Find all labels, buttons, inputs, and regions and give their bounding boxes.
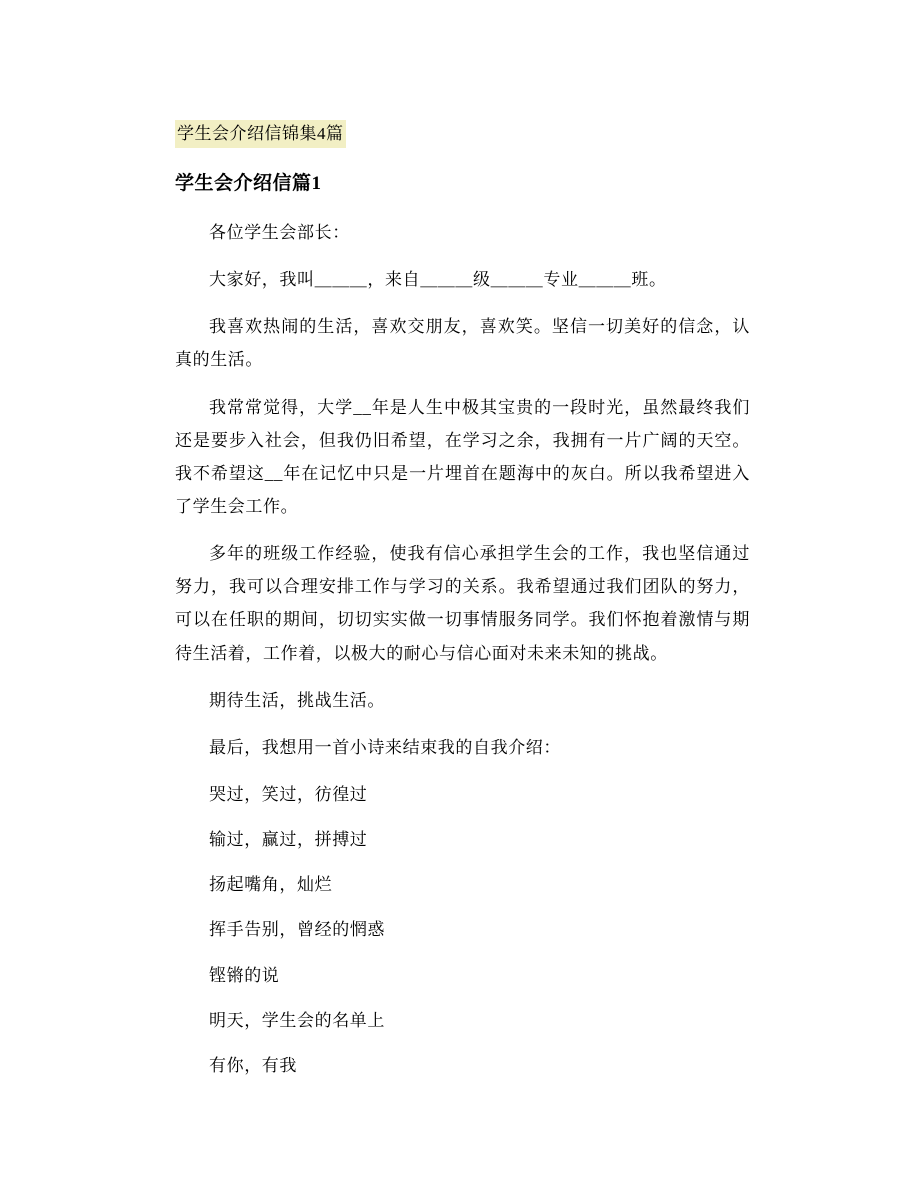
paragraph-poem-intro: 最后，我想用一首小诗来结束我的自我介绍： xyxy=(209,737,561,757)
document-title: 学生会介绍信锦集4篇 xyxy=(175,120,346,148)
poem-line-5: 铿锵的说 xyxy=(209,965,280,985)
poem-line-3: 扬起嘴角，灿烂 xyxy=(209,875,333,895)
poem-line-6: 明天，学生会的名单上 xyxy=(209,1010,385,1030)
paragraph-salutation: 各位学生会部长： xyxy=(209,223,350,242)
poem-line-2: 输过，赢过，拼搏过 xyxy=(209,830,368,850)
paragraph-university-thoughts: 我常常觉得，大学__年是人生中极其宝贵的一段时光，虽然最终我们还是要步入社会，但我仍旧希望，在学习之余，我拥有一片广阔的天空。我不希望这__年在记忆中只是一片埋首在题海中的灰白。所以我希望进入了学生会工作。 xyxy=(175,397,750,516)
paragraph-expectation: 期待生活，挑战生活。 xyxy=(209,690,385,710)
poem-line-1: 哭过，笑过，彷徨过 xyxy=(209,784,368,804)
paragraph-intro: 大家好，我叫＿＿＿，来自＿＿＿级＿＿＿专业＿＿＿班。 xyxy=(209,270,667,290)
paragraph-experience: 多年的班级工作经验，使我有信心承担学生会的工作，我也坚信通过努力，我可以合理安排工作与学习的关系。我希望通过我们团队的努力，可以在任职的期间，切切实实做一切事情服务同学。我们怀抱着激情与期待生活着，工作着，以极大的耐心与信心面对未来未知的挑战。 xyxy=(175,544,750,663)
section-heading: 学生会介绍信篇1 xyxy=(175,172,322,194)
poem-line-7: 有你，有我 xyxy=(209,1055,297,1075)
poem-line-4: 挥手告别，曾经的惘惑 xyxy=(209,920,385,940)
paragraph-hobbies: 我喜欢热闹的生活，喜欢交朋友，喜欢笑。坚信一切美好的信念，认真的生活。 xyxy=(175,317,750,370)
